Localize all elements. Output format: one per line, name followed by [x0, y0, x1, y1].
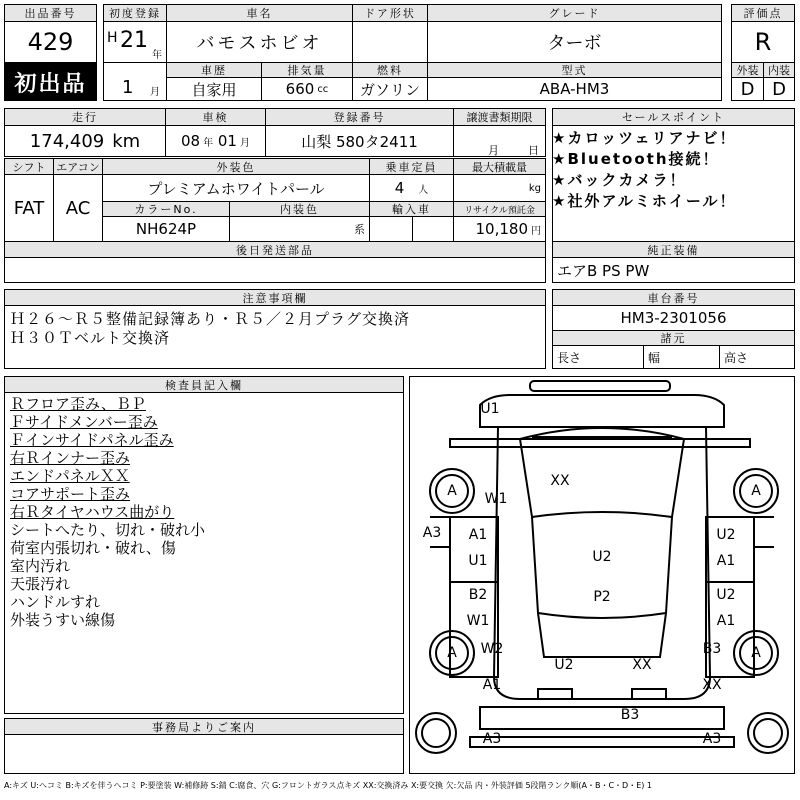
import-label: 輸入車	[369, 201, 454, 217]
dmg-mark: W1	[484, 491, 508, 507]
inspector-label: 検査員記入欄	[4, 376, 404, 393]
grade-label: グレード	[427, 4, 722, 22]
dmg-mark: W2	[480, 641, 504, 657]
attention-line: Ｈ３０Ｔベルト交換済	[10, 329, 171, 347]
max-load-box	[453, 174, 546, 202]
office-value	[4, 734, 404, 774]
windshield	[520, 428, 684, 517]
mileage-label: 走行	[4, 108, 166, 126]
recycle-unit: 円	[531, 225, 541, 237]
height-cell: 高さ	[719, 345, 795, 369]
dmg-mark: A1	[468, 527, 488, 543]
recycle-label: リサイクル預託金	[453, 201, 546, 217]
inspection-box	[165, 125, 266, 157]
displacement-label: 排気量	[261, 62, 353, 78]
attention-line: Ｈ２６～Ｒ５整備記録簿あり・Ｒ５／２月プラグ交換済	[10, 310, 411, 328]
displacement-value: 660	[285, 80, 315, 98]
dmg-mark: U2	[554, 657, 574, 673]
inspector-line: 天張汚れ	[10, 575, 71, 593]
first-reg-year: 21	[120, 28, 148, 53]
dmg-mark: A	[447, 645, 457, 661]
inspection-year: 08	[181, 132, 201, 150]
aircon-label: エアコン	[53, 158, 103, 175]
recycle-value: 10,180	[475, 220, 528, 238]
chassis-value: HM3-2301056	[552, 305, 795, 331]
lot-number: 429	[4, 21, 97, 63]
front-bumper-top	[530, 381, 670, 391]
inspector-line: シートへたり、切れ・破れ小	[10, 521, 206, 539]
int-score: D	[763, 77, 795, 101]
grade-value: ターボ	[427, 21, 722, 63]
inspector-line: 室内汚れ	[10, 557, 71, 575]
rear-window	[538, 613, 666, 657]
mileage-value: 174,409	[29, 130, 105, 152]
later-parts-label: 後日発送部品	[4, 241, 546, 258]
transfer-box	[453, 125, 546, 157]
color-no-value: NH624P	[102, 216, 230, 242]
capacity-box	[369, 174, 454, 202]
capacity-unit: 人	[418, 184, 429, 196]
dmg-mark: B3	[620, 707, 640, 723]
ext-color-value: プレミアムホワイトパール	[102, 174, 370, 202]
model-value: ABA-HM3	[427, 77, 722, 101]
dmg-mark: P2	[593, 589, 611, 605]
dmg-mark: U2	[716, 587, 736, 603]
inspector-notes	[10, 395, 205, 629]
inspector-line: 荷室内張切れ・破れ、傷	[10, 539, 176, 557]
dmg-mark: A3	[422, 525, 442, 541]
dmg-mark: A	[751, 645, 761, 661]
dmg-mark: W1	[466, 613, 490, 629]
ext-color-label: 外装色	[102, 158, 370, 175]
plate-value: 山梨 580タ2411	[265, 125, 454, 157]
dmg-mark: XX	[632, 657, 652, 673]
history-value: 自家用	[166, 77, 262, 101]
rear-light-right	[632, 689, 666, 699]
equipment-value: エアB PS PW	[552, 257, 795, 283]
recycle-box	[453, 216, 546, 242]
int-color-box	[229, 216, 370, 242]
lot-label: 出品番号	[4, 4, 97, 22]
model-label: 型式	[427, 62, 722, 78]
legend: A:キズ U:ヘコミ B:キズを伴うヘコミ P:要塗装 W:補修跡 S:錆 C:腐食、穴 G:フロントガラス点キズ XX:交換済み X:要交換 欠:欠品 内・外装評価 5段階ランク順(A・B・C・D・E) 1	[4, 781, 653, 790]
selling-point: ★社外アルミホイール！	[552, 192, 737, 210]
dmg-mark: U2	[592, 549, 612, 565]
first-reg-year-box	[103, 21, 167, 63]
first-reg-era: H	[107, 30, 118, 46]
inspection-year-unit: 年	[203, 137, 214, 149]
displacement-box	[261, 77, 353, 101]
inspection-month-unit: 月	[239, 137, 250, 149]
aircon-value: AC	[53, 174, 103, 242]
car-name: バモスホビオ	[166, 21, 353, 63]
dmg-mark: B2	[468, 587, 488, 603]
front-panel	[480, 395, 724, 427]
inspector-line: ハンドルすれ	[10, 593, 101, 611]
history-label: 車歴	[166, 62, 262, 78]
first-reg-year-unit: 年	[152, 50, 162, 61]
dims-label: 諸元	[552, 330, 795, 346]
inspector-line: 外装うすい線傷	[10, 611, 116, 629]
car-diagram-svg	[410, 377, 794, 773]
dmg-mark: B3	[702, 641, 722, 657]
attention-label: 注意事項欄	[4, 289, 546, 306]
capacity-label: 乗車定員	[369, 158, 454, 175]
inspector-line: コアサポート歪み	[10, 485, 131, 503]
attention-notes	[10, 310, 410, 348]
inspector-line: 右Ｒタイヤハウス曲がり	[10, 503, 175, 521]
int-score-label: 内装	[763, 62, 795, 78]
int-color-label: 内装色	[229, 201, 370, 217]
inspector-line: 右Ｒインナー歪み	[10, 449, 131, 467]
import-divider	[412, 216, 413, 242]
right-fender	[754, 517, 774, 547]
first-reg-month-box	[103, 62, 167, 101]
dmg-mark: A	[751, 483, 761, 499]
dmg-mark: U1	[468, 553, 488, 569]
dmg-mark: A1	[482, 677, 502, 693]
dmg-mark: A3	[482, 731, 502, 747]
dmg-mark: A1	[716, 613, 736, 629]
selling-point: ★バックカメラ！	[552, 171, 687, 189]
selling-points-list	[552, 128, 737, 212]
inspector-line: Ｆサイドメンバー歪み	[10, 413, 158, 431]
fuel-label: 燃料	[352, 62, 428, 78]
office-label: 事務局よりご案内	[4, 718, 404, 735]
car-diagram	[409, 376, 795, 774]
first-reg-label: 初度登録	[103, 4, 167, 22]
selling-point: ★Bluetooth接続！	[552, 150, 720, 168]
rear-panel	[480, 707, 724, 729]
first-listing-badge: 初出品	[4, 63, 97, 101]
inspector-line: Ｆインサイドパネル歪み	[10, 431, 174, 449]
dmg-mark: XX	[702, 677, 722, 693]
dmg-mark: A3	[702, 731, 722, 747]
inspector-line: エンドパネルＸＸ	[10, 467, 130, 485]
car-name-label: 車名	[166, 4, 353, 22]
mileage-unit: km	[112, 130, 141, 152]
width-cell: 幅	[643, 345, 720, 369]
inspector-line: Ｒフロア歪み、ＢＰ	[10, 395, 146, 413]
selling-point: ★カロッツェリアナビ！	[552, 129, 737, 147]
length-cell: 長さ	[552, 345, 644, 369]
ext-score: D	[731, 77, 764, 101]
selling-points-label: セールスポイント	[552, 108, 795, 126]
dmg-mark: U1	[480, 401, 500, 417]
capacity-value: 4	[394, 179, 405, 197]
dmg-mark: A1	[716, 553, 736, 569]
shift-label: シフト	[4, 158, 54, 175]
first-reg-month: 1	[122, 77, 134, 98]
inspection-month: 01	[217, 132, 237, 150]
transfer-label: 譲渡書類期限	[453, 108, 546, 126]
ext-score-label: 外装	[731, 62, 764, 78]
max-load-unit: kg	[528, 182, 541, 194]
plate-label: 登録番号	[265, 108, 454, 126]
door-value	[352, 21, 428, 63]
shift-value: FAT	[4, 174, 54, 242]
chassis-label: 車台番号	[552, 289, 795, 306]
door-label: ドア形状	[352, 4, 428, 22]
dmg-mark: XX	[550, 473, 570, 489]
score-label: 評価点	[731, 4, 795, 22]
max-load-label: 最大積載量	[453, 158, 546, 175]
later-parts-value	[4, 257, 546, 283]
dmg-mark: U2	[716, 527, 736, 543]
inspection-label: 車検	[165, 108, 266, 126]
transfer-day-unit: 日	[528, 144, 539, 157]
equipment-label: 純正装備	[552, 241, 795, 258]
front-crossbar	[450, 439, 750, 447]
displacement-unit: cc	[317, 83, 329, 95]
dmg-mark: A	[447, 483, 457, 499]
color-no-label: カラーNo.	[102, 201, 230, 217]
fuel-value: ガソリン	[352, 77, 428, 101]
mileage-box	[4, 125, 166, 157]
rear-bumper	[470, 737, 734, 747]
transfer-month-unit: 月	[488, 144, 499, 157]
int-color-unit: 系	[354, 223, 365, 236]
overall-score: R	[731, 21, 795, 63]
first-reg-month-unit: 月	[150, 87, 160, 98]
rear-light-left	[538, 689, 572, 699]
